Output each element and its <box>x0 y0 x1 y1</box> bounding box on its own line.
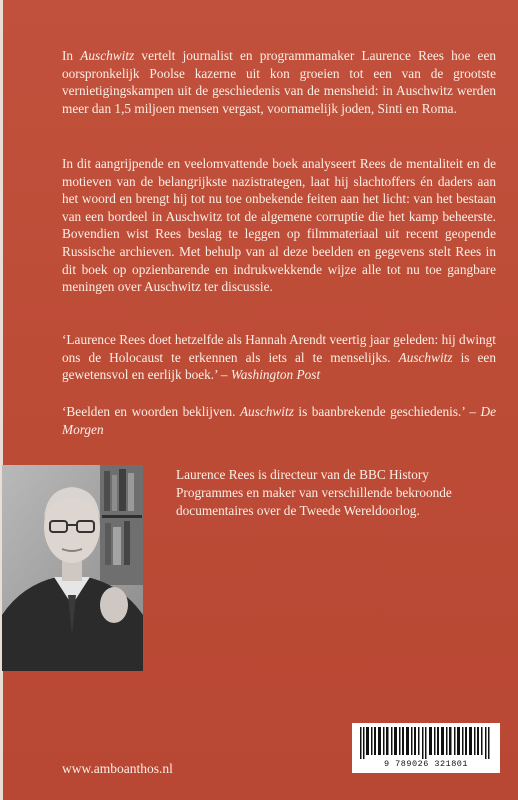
author-bio: Laurence Rees is directeur van de BBC History Programmes en maker van verschillende bekroonde documentaires over de Tweede Wereldoorlog. <box>176 467 452 518</box>
text-run: In dit aangrijpende en veelomvattende boek analyseert Rees de mentaliteit en de motieven van de belangrijkste nazistrategen, laat hij slachtoffers én daders aan het woord en brengt hij tot nu toe onbekende feiten aan het licht: van het bestaan van een bordeel in Auschwitz tot de algemene corruptie die het kamp beheerste. Bovendien wist Rees beslag te leggen op filmmateriaal uit recent geopende Russische archieven. Met behulp van al deze beelden en gegevens stelt Rees in dit boek op opzienbarende en indrukwekkende wijze alle tot nu toe gangbare meningen over Auschwitz ter discussie. <box>62 156 496 295</box>
author-photo <box>2 465 143 671</box>
publisher-website[interactable]: www.amboanthos.nl <box>62 761 173 776</box>
text-run: is een gewetensvol en eerlijk boek.’ – <box>62 349 496 383</box>
text-run: In <box>62 48 81 63</box>
cover-edge <box>0 0 3 800</box>
book-title-italic: Auschwitz <box>398 349 453 365</box>
blurb-paragraph-2 <box>62 155 496 296</box>
isbn-barcode <box>352 723 500 773</box>
text-run: vertelt journalist en programmamaker Laurence Rees hoe een oorspronkelijk Poolse kazerne uit kon groeien tot een van de grootste vernietigingskampen uit de geschiedenis van de mensheid: in Auschwitz werden meer dan 1,5 miljoen mensen vergast, voornamelijk joden, Sinti en Roma. <box>62 48 496 116</box>
text-run: is baanbrekende geschiedenis.’ – <box>293 404 481 419</box>
book-title-italic: Auschwitz <box>239 404 294 419</box>
review-quote-de-morgen <box>62 403 496 438</box>
text-run: ‘Laurence Rees doet hetzelfde als Hannah Arendt veertig jaar geleden: hij dwingt ons de Holocaust te erkennen als iets al te menselijks. <box>62 332 496 365</box>
blurb-paragraph-1 <box>62 47 496 117</box>
review-quote-washington-post <box>62 331 496 384</box>
isbn-digits: 9 789026 321801 <box>383 759 468 769</box>
barcode-bars <box>360 727 492 759</box>
quote-source: Washington Post <box>230 367 321 383</box>
quote-source: De Morgen <box>62 404 497 437</box>
text-run: ‘Beelden en woorden beklijven. <box>62 404 240 419</box>
book-title-italic: Auschwitz <box>80 48 135 63</box>
